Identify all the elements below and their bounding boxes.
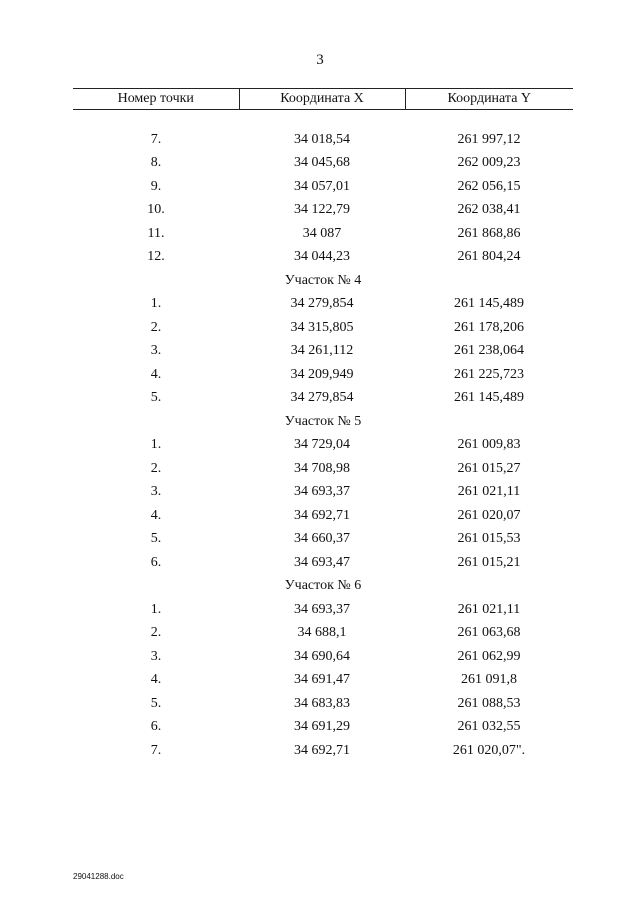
coordinate-y-cell: 262 056,15: [457, 178, 521, 194]
coordinate-x-cell: 34 660,37: [294, 531, 350, 547]
header-coordinate-x: Координата X: [239, 89, 405, 110]
point-number-cell: 2.: [150, 625, 162, 641]
section-heading-row: [73, 410, 573, 434]
coordinate-y-cell: 261 178,206: [454, 319, 524, 335]
point-number-cell: 8.: [150, 155, 162, 171]
point-number-cell: 3.: [150, 484, 162, 500]
table-row: [73, 716, 573, 740]
coordinate-y-cell: 261 015,27: [457, 460, 521, 476]
coordinate-x-cell: 34 279,854: [290, 296, 354, 312]
coordinate-x-cell: 34 209,949: [290, 366, 354, 382]
table-row: [73, 293, 573, 317]
coordinate-y-cell: 261 804,24: [457, 249, 521, 265]
coordinate-x-cell: 34 729,04: [294, 437, 350, 453]
coordinate-y-cell: 261 009,83: [457, 437, 521, 453]
point-number-cell: 4.: [150, 507, 162, 523]
section-heading-row: [73, 575, 573, 599]
coordinate-x-cell: 34 122,79: [294, 202, 350, 218]
coordinate-y-cell: 261 145,489: [454, 390, 524, 406]
coordinate-y-cell: 261 021,11: [457, 484, 521, 500]
point-number-cell: 4.: [150, 672, 162, 688]
table-row: [73, 128, 573, 152]
coordinate-x-cell: 34 691,29: [294, 719, 350, 735]
point-number-cell: 6.: [150, 554, 162, 570]
coordinate-x-cell: 34 044,23: [294, 249, 350, 265]
point-number-cell: 5.: [150, 390, 162, 406]
coordinate-x-cell: 34 693,47: [294, 554, 350, 570]
table-row: [73, 246, 573, 270]
table-row: [73, 175, 573, 199]
point-number-cell: 3.: [150, 648, 162, 664]
table-row: [73, 434, 573, 458]
point-number-cell: 6.: [150, 719, 162, 735]
coordinates-table: [73, 88, 573, 763]
coordinate-x-cell: 34 708,98: [294, 460, 350, 476]
table-row: [73, 598, 573, 622]
point-number-cell: 1.: [150, 437, 162, 453]
coordinate-x-cell: 34 261,112: [290, 343, 354, 359]
coordinate-x-cell: 34 279,854: [290, 390, 354, 406]
coordinate-x-cell: 34 057,01: [294, 178, 350, 194]
coordinate-x-cell: 34 693,37: [294, 484, 350, 500]
table-header-row: [73, 89, 573, 110]
coordinate-y-cell: 261 015,21: [457, 554, 521, 570]
point-number-cell: 1.: [150, 296, 162, 312]
coordinate-x-cell: 34 087: [302, 225, 342, 241]
coordinate-x-cell: 34 691,47: [294, 672, 350, 688]
point-number-cell: 12.: [147, 249, 165, 265]
coordinate-y-cell: 261 015,53: [457, 531, 521, 547]
coordinate-y-cell: 261 020,07: [457, 507, 521, 523]
table-row: [73, 199, 573, 223]
table-row: [73, 739, 573, 763]
coordinate-y-cell: 261 868,86: [457, 225, 521, 241]
file-name-footer: 29041288.doc: [73, 872, 124, 881]
table-row: [73, 222, 573, 246]
table-row: [73, 692, 573, 716]
coordinate-x-cell: 34 683,83: [294, 695, 350, 711]
coordinate-y-cell: 261 238,064: [454, 343, 524, 359]
section-label: Участок № 6: [284, 578, 362, 594]
coordinates-table-wrapper: [73, 88, 573, 763]
point-number-cell: 2.: [150, 319, 162, 335]
section-heading-row: [73, 269, 573, 293]
point-number-cell: 7.: [150, 742, 162, 758]
coordinate-y-cell: 261 063,68: [457, 625, 521, 641]
point-number-cell: 7.: [150, 131, 162, 147]
point-number-cell: 1.: [150, 601, 162, 617]
point-number-cell: 11.: [147, 225, 165, 241]
coordinate-y-cell: 261 032,55: [457, 719, 521, 735]
section-label: Участок № 5: [284, 413, 362, 429]
table-row: [73, 645, 573, 669]
table-row: [73, 340, 573, 364]
point-number-cell: 10.: [147, 202, 165, 218]
coordinate-x-cell: 34 693,37: [294, 601, 350, 617]
table-body: [73, 110, 573, 763]
table-row: [73, 669, 573, 693]
coordinate-x-cell: 34 018,54: [294, 131, 350, 147]
coordinate-x-cell: 34 692,71: [294, 742, 350, 758]
point-number-cell: 5.: [150, 531, 162, 547]
coordinate-x-cell: 34 692,71: [294, 507, 350, 523]
table-row: [73, 528, 573, 552]
coordinate-x-cell: 34 688,1: [297, 625, 347, 641]
coordinate-x-cell: 34 315,805: [290, 319, 354, 335]
coordinate-y-cell: 261 997,12: [457, 131, 521, 147]
header-point-number: Номер точки: [73, 89, 239, 110]
table-row: [73, 316, 573, 340]
table-row: [73, 481, 573, 505]
coordinate-y-cell: 262 009,23: [457, 155, 521, 171]
coordinate-y-cell: 261 020,07".: [452, 742, 526, 758]
coordinate-y-cell: 261 145,489: [454, 296, 524, 312]
table-row: [73, 504, 573, 528]
point-number-cell: 5.: [150, 695, 162, 711]
table-spacer-row: [73, 110, 573, 129]
table-row: [73, 551, 573, 575]
coordinate-x-cell: 34 690,64: [294, 648, 350, 664]
table-row: [73, 152, 573, 176]
point-number-cell: 3.: [150, 343, 162, 359]
section-label: Участок № 4: [284, 272, 362, 288]
table-row: [73, 457, 573, 481]
coordinate-y-cell: 261 021,11: [457, 601, 521, 617]
table-row: [73, 387, 573, 411]
coordinate-x-cell: 34 045,68: [294, 155, 350, 171]
page-number: 3: [316, 52, 324, 68]
header-coordinate-y: Координата Y: [405, 89, 573, 110]
point-number-cell: 2.: [150, 460, 162, 476]
coordinate-y-cell: 261 225,723: [454, 366, 524, 382]
coordinate-y-cell: 261 091,8: [461, 672, 517, 688]
table-row: [73, 622, 573, 646]
point-number-cell: 4.: [150, 366, 162, 382]
point-number-cell: 9.: [150, 178, 162, 194]
coordinate-y-cell: 262 038,41: [457, 202, 521, 218]
table-row: [73, 363, 573, 387]
coordinate-y-cell: 261 088,53: [457, 695, 521, 711]
coordinate-y-cell: 261 062,99: [457, 648, 521, 664]
